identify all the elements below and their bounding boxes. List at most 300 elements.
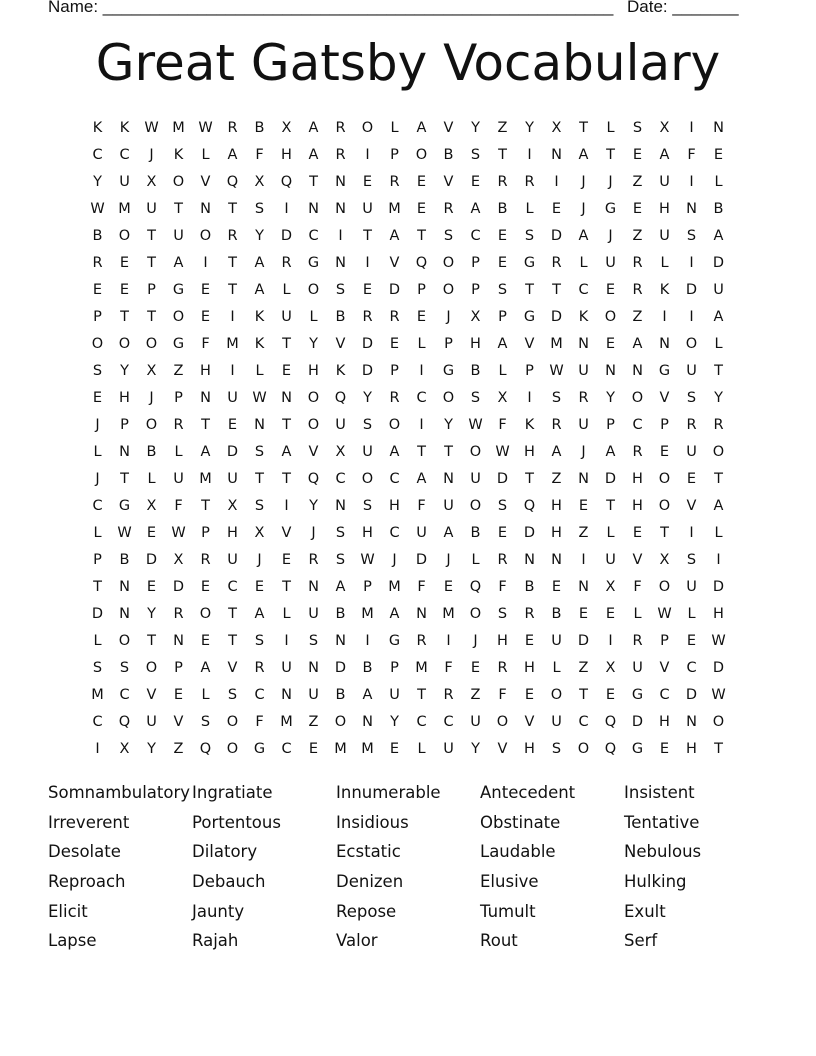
grid-letter[interactable]: F (201, 335, 210, 352)
grid-letter[interactable]: V (659, 389, 670, 406)
grid-letter[interactable]: W (252, 389, 267, 406)
grid-letter[interactable]: E (443, 578, 454, 595)
grid-letter[interactable]: T (363, 227, 372, 244)
grid-letter[interactable]: T (606, 146, 615, 163)
grid-letter[interactable]: D (388, 281, 401, 298)
grid-letter[interactable]: S (254, 497, 265, 514)
grid-letter[interactable]: E (497, 227, 508, 244)
grid-letter[interactable]: I (689, 173, 694, 190)
grid-letter[interactable]: C (578, 281, 589, 298)
grid-letter[interactable]: H (389, 497, 400, 514)
grid-letter[interactable]: M (361, 740, 374, 757)
grid-letter[interactable]: C (389, 470, 400, 487)
grid-letter[interactable]: R (254, 659, 265, 676)
grid-letter[interactable]: J (608, 173, 613, 190)
grid-letter[interactable]: R (632, 443, 643, 460)
grid-letter[interactable]: R (713, 416, 724, 433)
grid-letter[interactable]: C (254, 686, 265, 703)
grid-letter[interactable]: I (581, 551, 586, 568)
grid-letter[interactable]: E (362, 281, 373, 298)
grid-letter[interactable]: R (308, 551, 319, 568)
grid-letter[interactable]: A (470, 200, 481, 217)
grid-letter[interactable]: Y (363, 389, 372, 406)
grid-letter[interactable]: T (309, 173, 318, 190)
grid-letter[interactable]: C (686, 659, 697, 676)
grid-letter[interactable]: Z (308, 713, 319, 730)
grid-letter[interactable]: U (659, 173, 670, 190)
grid-letter[interactable]: K (254, 335, 265, 352)
grid-letter[interactable]: E (389, 740, 400, 757)
grid-letter[interactable]: U (443, 497, 454, 514)
grid-letter[interactable]: O (550, 686, 563, 703)
grid-letter[interactable]: A (308, 119, 319, 136)
grid-letter[interactable]: E (470, 659, 481, 676)
grid-letter[interactable]: K (578, 308, 589, 325)
grid-letter[interactable]: S (335, 524, 346, 541)
grid-letter[interactable]: U (578, 362, 589, 379)
grid-letter[interactable]: L (417, 740, 426, 757)
grid-letter[interactable]: F (633, 578, 642, 595)
grid-letter[interactable]: D (91, 605, 104, 622)
grid-letter[interactable]: H (227, 524, 238, 541)
grid-letter[interactable]: C (308, 227, 319, 244)
grid-letter[interactable]: T (282, 578, 291, 595)
grid-letter[interactable]: D (550, 227, 563, 244)
grid-letter[interactable]: D (496, 470, 509, 487)
grid-letter[interactable]: G (604, 200, 617, 217)
grid-letter[interactable]: S (119, 659, 130, 676)
grid-letter[interactable]: I (230, 308, 235, 325)
grid-letter[interactable]: T (417, 227, 426, 244)
grid-letter[interactable]: E (389, 335, 400, 352)
grid-letter[interactable]: U (632, 659, 643, 676)
grid-letter[interactable]: I (95, 740, 100, 757)
grid-letter[interactable]: X (281, 119, 292, 136)
grid-letter[interactable]: B (335, 605, 346, 622)
grid-letter[interactable]: D (577, 632, 590, 649)
grid-letter[interactable]: W (657, 605, 672, 622)
grid-letter[interactable]: L (498, 362, 507, 379)
grid-letter[interactable]: M (91, 686, 104, 703)
grid-letter[interactable]: B (335, 308, 346, 325)
grid-letter[interactable]: R (497, 551, 508, 568)
grid-letter[interactable]: D (685, 686, 698, 703)
grid-letter[interactable]: O (685, 335, 698, 352)
grid-letter[interactable]: A (281, 443, 292, 460)
grid-letter[interactable]: O (307, 389, 320, 406)
grid-letter[interactable]: T (282, 470, 291, 487)
grid-letter[interactable]: E (659, 443, 670, 460)
grid-letter[interactable]: E (551, 200, 562, 217)
grid-letter[interactable]: P (147, 281, 156, 298)
grid-letter[interactable]: E (578, 605, 589, 622)
grid-letter[interactable]: E (200, 308, 211, 325)
grid-letter[interactable]: M (334, 740, 347, 757)
grid-letter[interactable]: B (335, 686, 346, 703)
grid-letter[interactable]: N (173, 632, 184, 649)
grid-letter[interactable]: O (172, 308, 185, 325)
grid-letter[interactable]: U (443, 740, 454, 757)
grid-letter[interactable]: H (281, 146, 292, 163)
grid-letter[interactable]: R (524, 173, 535, 190)
grid-letter[interactable]: C (92, 146, 103, 163)
grid-letter[interactable]: E (470, 173, 481, 190)
grid-letter[interactable]: P (444, 335, 453, 352)
grid-letter[interactable]: R (443, 686, 454, 703)
grid-letter[interactable]: O (361, 119, 374, 136)
grid-letter[interactable]: E (497, 254, 508, 271)
grid-letter[interactable]: P (606, 416, 615, 433)
grid-letter[interactable]: Y (147, 740, 156, 757)
grid-letter[interactable]: I (662, 308, 667, 325)
grid-letter[interactable]: V (389, 254, 400, 271)
grid-letter[interactable]: Y (714, 389, 723, 406)
grid-letter[interactable]: O (658, 578, 671, 595)
grid-letter[interactable]: Y (147, 605, 156, 622)
grid-letter[interactable]: M (442, 605, 455, 622)
grid-letter[interactable]: D (172, 578, 185, 595)
grid-letter[interactable]: O (577, 740, 590, 757)
grid-letter[interactable]: C (227, 578, 238, 595)
grid-letter[interactable]: J (581, 173, 586, 190)
grid-letter[interactable]: A (578, 146, 589, 163)
grid-letter[interactable]: O (172, 173, 185, 190)
grid-letter[interactable]: O (469, 443, 482, 460)
grid-letter[interactable]: N (200, 389, 211, 406)
grid-letter[interactable]: T (525, 281, 534, 298)
grid-letter[interactable]: L (282, 281, 291, 298)
grid-letter[interactable]: W (360, 551, 375, 568)
grid-letter[interactable]: Q (523, 497, 536, 514)
grid-letter[interactable]: T (147, 227, 156, 244)
grid-letter[interactable]: S (362, 497, 373, 514)
grid-letter[interactable]: L (687, 605, 696, 622)
grid-letter[interactable]: H (659, 713, 670, 730)
grid-letter[interactable]: Y (606, 389, 615, 406)
grid-letter[interactable]: O (712, 713, 725, 730)
grid-letter[interactable]: T (255, 470, 264, 487)
grid-letter[interactable]: F (498, 686, 507, 703)
grid-letter[interactable]: L (93, 524, 102, 541)
grid-letter[interactable]: U (389, 686, 400, 703)
grid-letter[interactable]: W (144, 119, 159, 136)
grid-letter[interactable]: O (604, 308, 617, 325)
grid-letter[interactable]: U (308, 605, 319, 622)
grid-letter[interactable]: Y (444, 416, 453, 433)
grid-letter[interactable]: P (471, 254, 480, 271)
grid-letter[interactable]: L (552, 659, 561, 676)
grid-letter[interactable]: Z (632, 227, 643, 244)
grid-letter[interactable]: F (498, 578, 507, 595)
grid-letter[interactable]: T (93, 578, 102, 595)
grid-letter[interactable]: X (254, 524, 265, 541)
grid-letter[interactable]: Y (525, 119, 534, 136)
grid-letter[interactable]: A (254, 281, 265, 298)
grid-letter[interactable]: T (660, 524, 669, 541)
grid-letter[interactable]: L (714, 173, 723, 190)
grid-letter[interactable]: N (119, 578, 130, 595)
grid-letter[interactable]: Q (307, 470, 320, 487)
grid-letter[interactable]: X (659, 119, 670, 136)
grid-letter[interactable]: I (689, 308, 694, 325)
grid-letter[interactable]: E (227, 416, 238, 433)
grid-letter[interactable]: S (92, 659, 103, 676)
grid-letter[interactable]: E (92, 389, 103, 406)
grid-letter[interactable]: E (524, 686, 535, 703)
grid-letter[interactable]: O (199, 605, 212, 622)
grid-letter[interactable]: M (388, 578, 401, 595)
grid-letter[interactable]: U (551, 632, 562, 649)
grid-letter[interactable]: S (497, 281, 508, 298)
grid-letter[interactable]: G (172, 281, 185, 298)
grid-letter[interactable]: N (335, 254, 346, 271)
grid-letter[interactable]: R (362, 308, 373, 325)
grid-letter[interactable]: M (388, 200, 401, 217)
grid-letter[interactable]: T (120, 470, 129, 487)
grid-letter[interactable]: P (525, 362, 534, 379)
grid-letter[interactable]: K (254, 308, 265, 325)
grid-letter[interactable]: O (307, 416, 320, 433)
grid-letter[interactable]: R (578, 389, 589, 406)
grid-letter[interactable]: R (497, 659, 508, 676)
grid-letter[interactable]: N (200, 200, 211, 217)
grid-letter[interactable]: T (201, 497, 210, 514)
grid-letter[interactable]: N (335, 173, 346, 190)
grid-letter[interactable]: L (525, 200, 534, 217)
grid-letter[interactable]: S (254, 200, 265, 217)
grid-letter[interactable]: O (442, 389, 455, 406)
grid-letter[interactable]: P (417, 281, 426, 298)
grid-letter[interactable]: E (281, 362, 292, 379)
grid-letter[interactable]: D (631, 713, 644, 730)
grid-letter[interactable]: A (632, 335, 643, 352)
grid-letter[interactable]: Q (415, 254, 428, 271)
grid-letter[interactable]: N (551, 551, 562, 568)
grid-letter[interactable]: V (227, 659, 238, 676)
grid-letter[interactable]: E (200, 281, 211, 298)
grid-letter[interactable]: U (362, 200, 373, 217)
grid-letter[interactable]: I (689, 524, 694, 541)
grid-letter[interactable]: I (527, 146, 532, 163)
grid-letter[interactable]: V (632, 551, 643, 568)
grid-letter[interactable]: J (581, 200, 586, 217)
grid-letter[interactable]: P (390, 659, 399, 676)
grid-letter[interactable]: F (687, 146, 696, 163)
grid-letter[interactable]: A (416, 470, 427, 487)
grid-letter[interactable]: A (713, 497, 724, 514)
grid-letter[interactable]: N (551, 146, 562, 163)
grid-letter[interactable]: C (470, 227, 481, 244)
grid-letter[interactable]: N (443, 470, 454, 487)
grid-letter[interactable]: I (230, 362, 235, 379)
grid-letter[interactable]: S (227, 686, 238, 703)
grid-letter[interactable]: X (335, 443, 346, 460)
grid-letter[interactable]: T (714, 362, 723, 379)
grid-letter[interactable]: E (497, 524, 508, 541)
grid-letter[interactable]: T (417, 686, 426, 703)
grid-letter[interactable]: B (470, 362, 481, 379)
grid-letter[interactable]: O (118, 227, 131, 244)
grid-letter[interactable]: L (633, 605, 642, 622)
grid-letter[interactable]: C (335, 470, 346, 487)
grid-letter[interactable]: T (579, 686, 588, 703)
grid-letter[interactable]: R (335, 146, 346, 163)
grid-letter[interactable]: O (334, 713, 347, 730)
grid-letter[interactable]: W (711, 686, 726, 703)
grid-letter[interactable]: Y (471, 119, 480, 136)
grid-letter[interactable]: C (659, 686, 670, 703)
grid-letter[interactable]: T (228, 632, 237, 649)
grid-letter[interactable]: E (686, 632, 697, 649)
grid-letter[interactable]: Z (632, 308, 643, 325)
grid-letter[interactable]: F (498, 416, 507, 433)
grid-letter[interactable]: G (523, 308, 536, 325)
grid-letter[interactable]: B (92, 227, 103, 244)
grid-letter[interactable]: R (389, 389, 400, 406)
grid-letter[interactable]: H (524, 659, 535, 676)
grid-letter[interactable]: S (335, 281, 346, 298)
grid-letter[interactable]: U (470, 713, 481, 730)
grid-letter[interactable]: X (146, 173, 157, 190)
grid-letter[interactable]: A (308, 146, 319, 163)
grid-letter[interactable]: I (365, 254, 370, 271)
grid-letter[interactable]: S (308, 632, 319, 649)
grid-letter[interactable]: W (495, 443, 510, 460)
grid-letter[interactable]: E (146, 524, 157, 541)
grid-letter[interactable]: Q (334, 389, 347, 406)
grid-letter[interactable]: U (659, 227, 670, 244)
grid-letter[interactable]: O (469, 497, 482, 514)
grid-letter[interactable]: R (335, 119, 346, 136)
grid-letter[interactable]: N (605, 362, 616, 379)
grid-letter[interactable]: D (415, 551, 428, 568)
grid-letter[interactable]: N (686, 713, 697, 730)
grid-letter[interactable]: X (119, 740, 130, 757)
grid-letter[interactable]: G (658, 362, 671, 379)
grid-letter[interactable]: I (689, 119, 694, 136)
grid-letter[interactable]: I (689, 254, 694, 271)
grid-letter[interactable]: O (91, 335, 104, 352)
grid-letter[interactable]: V (281, 524, 292, 541)
grid-letter[interactable]: Q (199, 740, 212, 757)
grid-letter[interactable]: I (608, 632, 613, 649)
grid-letter[interactable]: L (255, 362, 264, 379)
grid-letter[interactable]: B (119, 551, 130, 568)
grid-letter[interactable]: P (93, 551, 102, 568)
grid-letter[interactable]: P (660, 632, 669, 649)
grid-letter[interactable]: H (632, 497, 643, 514)
grid-letter[interactable]: O (469, 605, 482, 622)
grid-letter[interactable]: D (712, 254, 725, 271)
grid-letter[interactable]: G (388, 632, 401, 649)
grid-letter[interactable]: N (524, 551, 535, 568)
grid-letter[interactable]: S (686, 551, 697, 568)
grid-letter[interactable]: R (686, 416, 697, 433)
grid-letter[interactable]: M (118, 200, 131, 217)
grid-letter[interactable]: R (632, 632, 643, 649)
grid-letter[interactable]: J (446, 551, 451, 568)
grid-letter[interactable]: E (281, 551, 292, 568)
grid-letter[interactable]: I (284, 200, 289, 217)
grid-letter[interactable]: E (146, 578, 157, 595)
grid-letter[interactable]: D (145, 551, 158, 568)
grid-letter[interactable]: D (550, 308, 563, 325)
grid-letter[interactable]: E (605, 605, 616, 622)
grid-letter[interactable]: C (92, 713, 103, 730)
grid-letter[interactable]: E (200, 578, 211, 595)
grid-letter[interactable]: J (311, 524, 316, 541)
grid-letter[interactable]: A (254, 254, 265, 271)
grid-letter[interactable]: K (173, 146, 184, 163)
grid-letter[interactable]: I (554, 173, 559, 190)
grid-letter[interactable]: I (203, 254, 208, 271)
grid-letter[interactable]: S (524, 227, 535, 244)
grid-letter[interactable]: C (443, 713, 454, 730)
grid-letter[interactable]: H (551, 497, 562, 514)
grid-letter[interactable]: L (417, 335, 426, 352)
grid-letter[interactable]: C (281, 740, 292, 757)
grid-letter[interactable]: A (254, 605, 265, 622)
grid-letter[interactable]: X (173, 551, 184, 568)
grid-letter[interactable]: Z (173, 362, 184, 379)
grid-letter[interactable]: N (308, 200, 319, 217)
grid-letter[interactable]: B (551, 605, 562, 622)
grid-letter[interactable]: T (714, 470, 723, 487)
grid-letter[interactable]: N (686, 200, 697, 217)
grid-letter[interactable]: K (524, 416, 535, 433)
grid-letter[interactable]: R (173, 416, 184, 433)
grid-letter[interactable]: T (417, 443, 426, 460)
grid-letter[interactable]: V (173, 713, 184, 730)
grid-letter[interactable]: M (550, 335, 563, 352)
grid-letter[interactable]: A (416, 119, 427, 136)
grid-letter[interactable]: D (361, 362, 374, 379)
grid-letter[interactable]: A (605, 443, 616, 460)
grid-letter[interactable]: R (389, 308, 400, 325)
grid-letter[interactable]: R (92, 254, 103, 271)
grid-letter[interactable]: E (659, 740, 670, 757)
grid-letter[interactable]: N (254, 416, 265, 433)
grid-letter[interactable]: M (172, 119, 185, 136)
grid-letter[interactable]: E (119, 254, 130, 271)
grid-letter[interactable]: U (470, 470, 481, 487)
grid-letter[interactable]: P (93, 308, 102, 325)
grid-letter[interactable]: I (365, 632, 370, 649)
grid-letter[interactable]: L (390, 119, 399, 136)
grid-letter[interactable]: C (416, 713, 427, 730)
grid-letter[interactable]: E (416, 200, 427, 217)
grid-letter[interactable]: E (308, 740, 319, 757)
grid-letter[interactable]: L (309, 308, 318, 325)
grid-letter[interactable]: F (444, 659, 453, 676)
grid-letter[interactable]: P (174, 389, 183, 406)
grid-letter[interactable]: B (713, 200, 724, 217)
grid-letter[interactable]: U (281, 308, 292, 325)
grid-letter[interactable]: U (227, 551, 238, 568)
grid-letter[interactable]: L (579, 254, 588, 271)
grid-letter[interactable]: E (578, 497, 589, 514)
grid-letter[interactable]: L (201, 146, 210, 163)
grid-letter[interactable]: Z (551, 470, 562, 487)
grid-letter[interactable]: X (146, 497, 157, 514)
grid-letter[interactable]: E (173, 686, 184, 703)
grid-letter[interactable]: F (417, 497, 426, 514)
grid-letter[interactable]: L (660, 254, 669, 271)
grid-letter[interactable]: A (200, 443, 211, 460)
grid-letter[interactable]: R (632, 254, 643, 271)
grid-letter[interactable]: C (119, 686, 130, 703)
grid-letter[interactable]: R (227, 119, 238, 136)
